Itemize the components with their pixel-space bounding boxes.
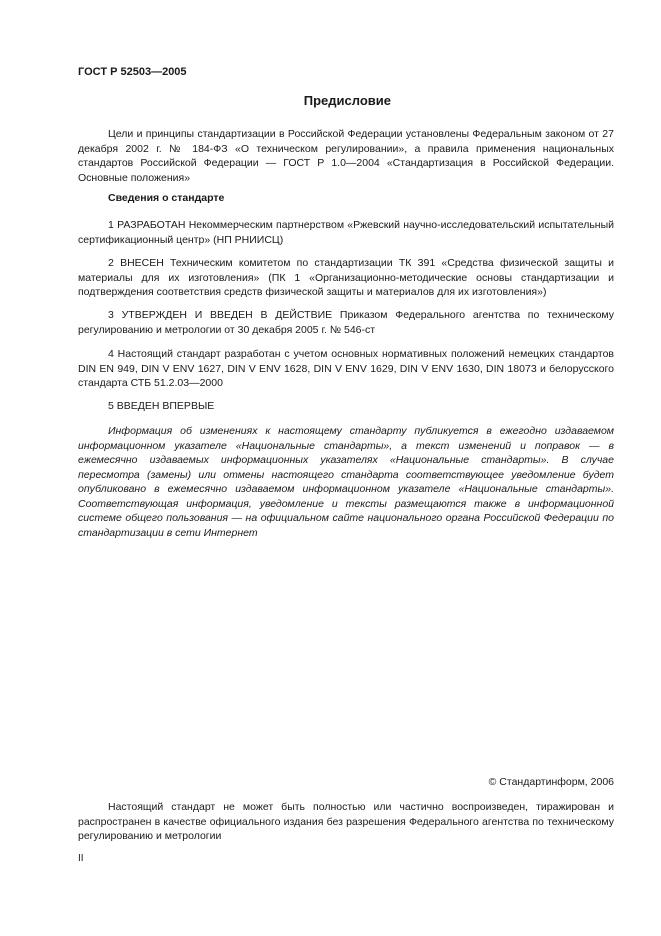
section-title: Сведения о стандарте (108, 192, 225, 204)
page-title: Предисловие (303, 93, 391, 108)
reproduction-notice: Настоящий стандарт не может быть полностью или частично воспроизведен, тиражирован и распространен в качестве официального издания без разрешения Федерального агентства по техническому регулированию и метрологии (78, 801, 614, 842)
item-approved: 3 УТВЕРЖДЕН И ВВЕДЕН В ДЕЙСТВИЕ Приказом Федерального агентства по техническому регулированию и метрологии от 30 декабря 2005 г. № 546-ст (78, 309, 614, 336)
document-header: ГОСТ Р 52503—2005 (78, 66, 187, 78)
intro-paragraph: Цели и принципы стандартизации в Российской Федерации установлены Федеральным законом от 27 декабря 2002 г. № 184-ФЗ «О техническом регулировании», а правила применения национальных стандартов Российской Федерации — ГОСТ Р 1.0—2004 «Стандартизация в Российской Федерации. Основные положения» (78, 128, 614, 184)
item-basis: 4 Настоящий стандарт разработан с учетом основных нормативных положений немецких стандартов DIN EN 949, DIN V ENV 1627, DIN V ENV 1628, DIN V ENV 1629, DIN V ENV 1630, DIN 18073 и белорусского стандарта СТБ 51.2.03—2000 (78, 348, 614, 389)
item-first-introduced: 5 ВВЕДЕН ВПЕРВЫЕ (108, 400, 215, 412)
info-note: Информация об изменениях к настоящему стандарту публикуется в ежегодно издаваемом информационном указателе «Национальные стандарты», а текст изменений и поправок — в ежемесячно издаваемых информационных указателях «Национальные стандарты». В случае пересмотра (замены) или отмены настоящего стандарта соответствующее уведомление будет опубликовано в ежемесячно издаваемом информационном указателе «Национальные стандарты». Соответствующая информация, уведомление и тексты размещаются также в информационной системе общего пользования — на официальном сайте национального органа Российской Федерации по стандартизации в сети Интернет (78, 425, 614, 539)
item-introduced: 2 ВНЕСЕН Техническим комитетом по стандартизации ТК 391 «Средства физической защиты и материалы для их изготовления» (ПК 1 «Организационно-методические основы стандартизации и подтверждения соответствия средств физической защиты и материалов для их изготовления») (78, 257, 614, 298)
page-number: II (78, 853, 84, 864)
item-developed: 1 РАЗРАБОТАН Некоммерческим партнерством «Ржевский научно-исследовательский испытательный сертификационный центр» (НП РНИИСЦ) (78, 219, 614, 246)
copyright: © Стандартинформ, 2006 (488, 776, 614, 788)
